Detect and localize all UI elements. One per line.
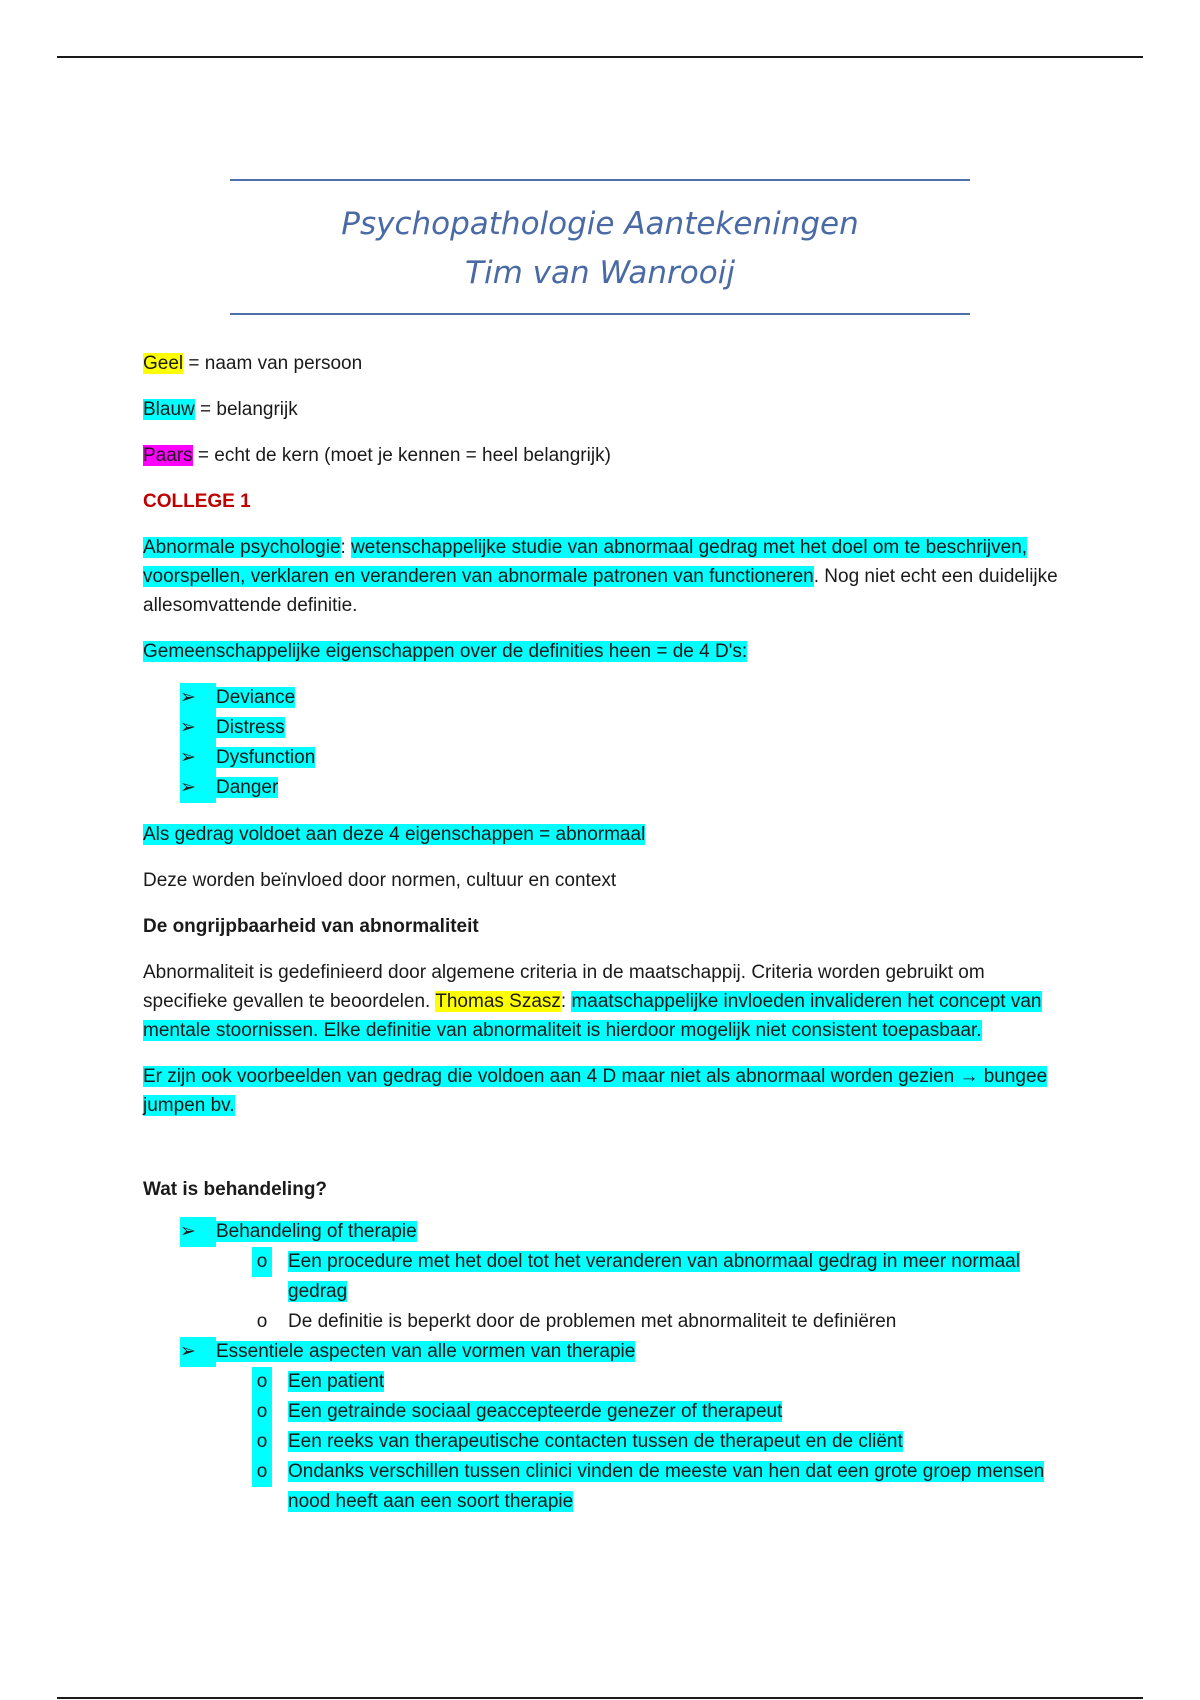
four-d-item bbox=[143, 713, 1063, 743]
sub-item-text: Een reeks van therapeutische contacten tussen de therapeut en de cliënt bbox=[288, 1431, 903, 1452]
four-d-item bbox=[143, 743, 1063, 773]
heading-elusiveness: De ongrijpbaarheid van abnormaliteit bbox=[143, 916, 479, 937]
sub-item bbox=[216, 1307, 1063, 1337]
legend-purple bbox=[143, 441, 1063, 470]
legend-key: Geel bbox=[143, 353, 184, 374]
sub-item-text: Ondanks verschillen tussen clinici vinden de meeste van hen dat een grote groep mensen nood heeft aan een soort therapie bbox=[288, 1461, 1045, 1512]
item-label: Danger bbox=[216, 777, 279, 798]
sub-item bbox=[216, 1397, 1063, 1427]
highlighted-text: Er zijn ook voorbeelden van gedrag die voldoen aan 4 D maar niet als abnormaal worden gezien → bungee jumpen bv. bbox=[143, 1066, 1048, 1116]
four-d-item bbox=[143, 773, 1063, 803]
paragraph-definition bbox=[143, 533, 1063, 620]
four-d-item bbox=[143, 683, 1063, 713]
paragraph-four-d bbox=[143, 637, 1063, 666]
legend-key: Blauw bbox=[143, 399, 195, 420]
legend-text: = echt de kern (moet je kennen = heel belangrijk) bbox=[192, 445, 611, 466]
four-d-list bbox=[143, 683, 1063, 803]
colon: : bbox=[340, 537, 352, 558]
item-label: Deviance bbox=[216, 687, 296, 708]
arrow-bullet-icon: ➢ bbox=[180, 743, 216, 773]
arrow-bullet-icon: ➢ bbox=[180, 713, 216, 743]
circle-bullet-icon: o bbox=[252, 1427, 272, 1457]
arrow-bullet-icon: ➢ bbox=[180, 683, 216, 713]
definition: wetenschappelijke studie van abnormaal gedrag met het doel om te beschrijven, voorspellen, verklaren en veranderen van abnormale patronen van functioneren bbox=[143, 537, 1028, 587]
criteria-text: Abnormaliteit is gedefinieerd door algemene criteria in de maatschappij. Criteria worden gebruikt om specifieke gevallen te beoordelen. bbox=[143, 962, 985, 1012]
circle-bullet-icon: o bbox=[252, 1247, 272, 1277]
sub-item-text: Een patient bbox=[288, 1371, 385, 1392]
section-heading-college: COLLEGE 1 bbox=[143, 491, 251, 512]
item-label: Behandeling of therapie bbox=[216, 1221, 417, 1242]
sub-item-text: Een procedure met het doel tot het veranderen van abnormaal gedrag in meer normaal gedrag bbox=[288, 1251, 1020, 1302]
item-label: Dysfunction bbox=[216, 747, 316, 768]
paragraph-criteria bbox=[143, 958, 1063, 1045]
item-label: Distress bbox=[216, 717, 285, 738]
sub-item bbox=[216, 1247, 1063, 1307]
legend-key: Paars bbox=[143, 445, 193, 466]
arrow-bullet-icon: ➢ bbox=[180, 1337, 216, 1367]
treatment-item bbox=[143, 1217, 1063, 1337]
sub-item-text: De definitie is beperkt door de problemen met abnormaliteit te definiëren bbox=[288, 1311, 897, 1332]
sub-item bbox=[216, 1367, 1063, 1397]
item-label: Essentiele aspecten van alle vormen van therapie bbox=[216, 1341, 636, 1362]
title-top-rule bbox=[230, 179, 970, 181]
title-bottom-rule bbox=[230, 313, 970, 315]
colon: : bbox=[560, 991, 572, 1012]
treatment-list bbox=[143, 1217, 1063, 1517]
paragraph-norms: Deze worden beïnvloed door normen, cultuur en context bbox=[143, 870, 617, 891]
person-name: Thomas Szasz bbox=[435, 991, 561, 1012]
circle-bullet-icon: o bbox=[252, 1397, 272, 1427]
sub-item-text: Een getrainde sociaal geaccepteerde genezer of therapeut bbox=[288, 1401, 783, 1422]
arrow-bullet-icon: ➢ bbox=[180, 773, 216, 803]
title-line-1: Psychopathologie Aantekeningen bbox=[341, 206, 859, 242]
remark: . Nog niet echt een duidelijke allesomvattende definitie. bbox=[143, 566, 1058, 616]
heading-treatment: Wat is behandeling? bbox=[143, 1179, 328, 1200]
footer-rule bbox=[57, 1697, 1143, 1699]
spacer bbox=[143, 1137, 1063, 1175]
legend-text: = naam van persoon bbox=[183, 353, 363, 374]
circle-bullet-icon: o bbox=[252, 1457, 272, 1487]
legend-yellow bbox=[143, 349, 1063, 378]
highlighted-text: Gemeenschappelijke eigenschappen over de definities heen = de 4 D's: bbox=[143, 641, 748, 662]
paragraph-examples bbox=[143, 1062, 1063, 1120]
arrow-bullet-icon: ➢ bbox=[180, 1217, 216, 1247]
paragraph-abnormal bbox=[143, 820, 1063, 849]
circle-bullet-icon: o bbox=[256, 1311, 268, 1332]
sub-item bbox=[216, 1457, 1063, 1517]
highlighted-text: Als gedrag voldoet aan deze 4 eigenschappen = abnormaal bbox=[143, 824, 646, 845]
document-body bbox=[143, 349, 1063, 1534]
legend-blue bbox=[143, 395, 1063, 424]
legend-text: = belangrijk bbox=[194, 399, 298, 420]
claim: maatschappelijke invloeden invalideren het concept van mentale stoornissen. Elke definitie van abnormaliteit is hierdoor mogelijk niet consistent toepasbaar. bbox=[143, 991, 1042, 1041]
sub-item bbox=[216, 1427, 1063, 1457]
title-line-2: Tim van Wanrooij bbox=[465, 255, 735, 291]
treatment-item bbox=[143, 1337, 1063, 1517]
term: Abnormale psychologie bbox=[143, 537, 341, 558]
circle-bullet-icon: o bbox=[252, 1367, 272, 1397]
document-title bbox=[230, 200, 970, 298]
header-rule bbox=[57, 56, 1143, 58]
